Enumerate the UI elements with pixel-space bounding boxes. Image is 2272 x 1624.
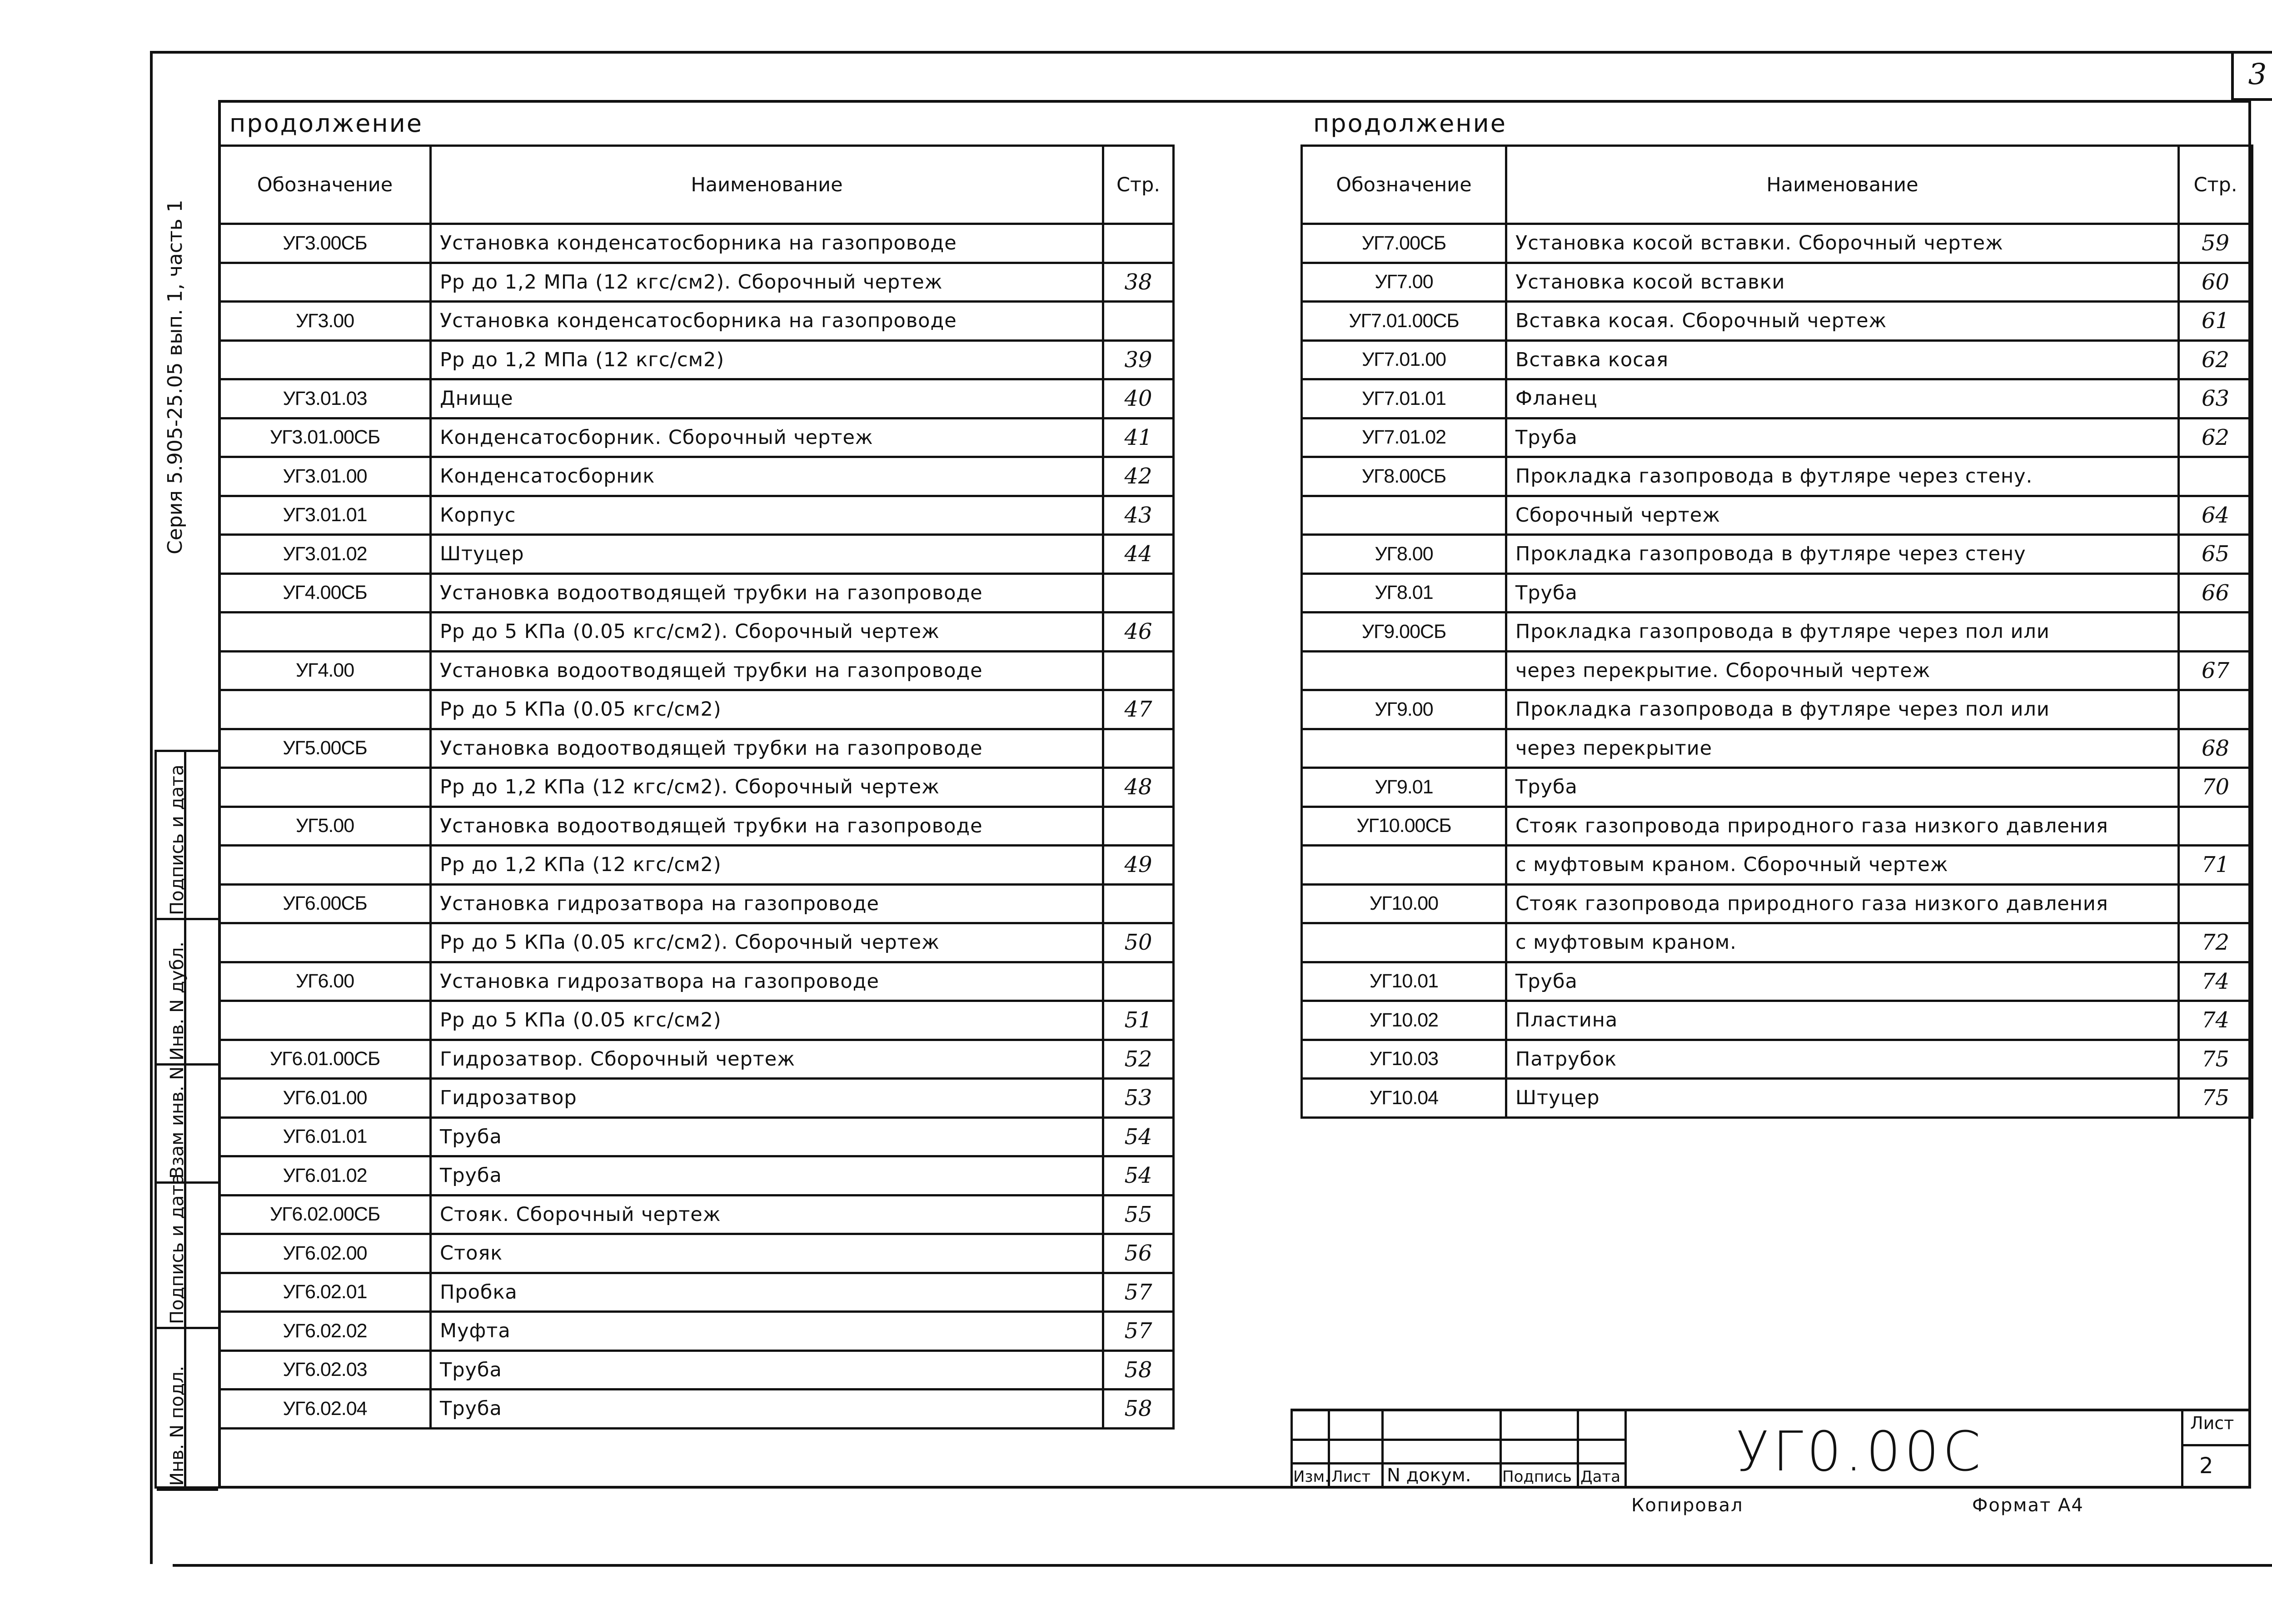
stamp-label: Взам инв. N (167, 1066, 188, 1179)
series-note: Серия 5.905-25.05 вып. 1, часть 1 (164, 199, 187, 554)
tb-line (1290, 1411, 1293, 1489)
header-code: Обозначение (1302, 146, 1506, 224)
table-row (1302, 535, 2252, 574)
cell-code (219, 340, 431, 379)
stamp-label: Подпись и дата (167, 1173, 188, 1324)
cell-code: УГ10.00СБ (1302, 807, 1506, 846)
cell-name: Прокладка газопровода в футляре через пол или (1506, 690, 2179, 729)
cell-name: Установка гидрозатвора на газопроводе (431, 962, 1103, 1001)
stamp-signature-date-2 (157, 1173, 218, 1329)
table-row (219, 340, 1174, 379)
cell-code: УГ3.00 (219, 302, 431, 341)
cell-name: Штуцер (431, 535, 1103, 574)
cell-code: УГ7.01.00СБ (1302, 302, 1506, 341)
cell-code: УГ3.01.00 (219, 457, 431, 496)
table-row (1302, 884, 2252, 923)
cell-page: 65 (2179, 535, 2252, 574)
cell-page: 46 (1103, 613, 1174, 652)
cell-page: 64 (2179, 496, 2252, 535)
cell-name: Прокладка газопровода в футляре через стену. (1506, 457, 2179, 496)
cell-code: УГ6.00 (219, 962, 431, 1001)
cell-name: Труба (1506, 962, 2179, 1001)
cell-page (1103, 302, 1174, 341)
title-block-grid (1290, 1411, 1624, 1489)
cell-code: УГ6.02.02 (219, 1312, 431, 1351)
copied-label: Копировал (1631, 1495, 1744, 1516)
cell-code: УГ8.01 (1302, 573, 1506, 613)
table-row (219, 224, 1174, 263)
table-row (219, 1350, 1174, 1390)
table-row (219, 884, 1174, 923)
cell-code: УГ6.02.00СБ (219, 1195, 431, 1234)
cell-code: УГ9.00СБ (1302, 613, 1506, 652)
cell-name: Установка конденсатосборника на газопроводе (431, 302, 1103, 341)
cell-name: Труба (1506, 768, 2179, 807)
table-row (219, 1312, 1174, 1351)
side-stamp (154, 750, 218, 1489)
cell-page: 62 (2179, 418, 2252, 457)
table-row (219, 807, 1174, 846)
table-row (1302, 496, 2252, 535)
cell-name: Стояк (431, 1234, 1103, 1273)
table-row (219, 846, 1174, 885)
cell-page: 66 (2179, 573, 2252, 613)
cell-page: 51 (1103, 1001, 1174, 1040)
sheet-number-corner: 3 (2231, 51, 2272, 101)
table-row (219, 1117, 1174, 1156)
frame-bottom-line (173, 1564, 2272, 1567)
tb-line (2181, 1444, 2251, 1446)
cell-code (1302, 729, 1506, 768)
header-name: Наименование (431, 146, 1103, 224)
table-row (1302, 1001, 2252, 1040)
cell-page: 47 (1103, 690, 1174, 729)
cell-page (1103, 884, 1174, 923)
cell-code: УГ10.02 (1302, 1001, 1506, 1040)
cell-code (219, 690, 431, 729)
cell-code (1302, 496, 1506, 535)
table-row (1302, 1040, 2252, 1079)
cell-name: с муфтовым краном. (1506, 923, 2179, 962)
cell-name: Вставка косая. Сборочный чертеж (1506, 302, 2179, 341)
cell-code (1302, 651, 1506, 690)
table-row (219, 1001, 1174, 1040)
sheet-number: 2 (2199, 1453, 2213, 1479)
table-row (219, 535, 1174, 574)
cell-code (219, 846, 431, 885)
cell-page (1103, 573, 1174, 613)
table-row (219, 651, 1174, 690)
cell-name: Стояк газопровода природного газа низкого давления (1506, 807, 2179, 846)
tb-line (2181, 1411, 2183, 1489)
table-row (1302, 457, 2252, 496)
cell-page: 58 (1103, 1350, 1174, 1390)
table-row (1302, 651, 2252, 690)
cell-page (1103, 729, 1174, 768)
cell-name: Прокладка газопровода в футляре через пол или (1506, 613, 2179, 652)
cell-name: Пробка (431, 1273, 1103, 1312)
cell-name: Установка водоотводящей трубки на газопроводе (431, 807, 1103, 846)
stamp-signature-date-1 (157, 752, 218, 920)
cell-page (2179, 690, 2252, 729)
cell-name: Труба (431, 1156, 1103, 1196)
tb-line (1500, 1411, 1502, 1489)
cell-name: Труба (431, 1350, 1103, 1390)
cell-code (219, 923, 431, 962)
cell-code (1302, 846, 1506, 885)
table-row (219, 496, 1174, 535)
stamp-inv-original (157, 1329, 218, 1491)
cell-page: 40 (1103, 379, 1174, 418)
cell-code: УГ3.01.03 (219, 379, 431, 418)
cell-page: 61 (2179, 302, 2252, 341)
cell-name: Конденсатосборник (431, 457, 1103, 496)
cell-name: Установка гидрозатвора на газопроводе (431, 884, 1103, 923)
cell-code: УГ6.02.04 (219, 1390, 431, 1429)
cell-code: УГ10.04 (1302, 1079, 1506, 1118)
stamp-inv-duplicate (157, 920, 218, 1066)
cell-code (219, 1001, 431, 1040)
cell-name: Установка водоотводящей трубки на газопроводе (431, 651, 1103, 690)
cell-name: Рр до 1,2 КПа (12 кгс/см2). Сборочный чертеж (431, 768, 1103, 807)
cell-code: УГ6.02.01 (219, 1273, 431, 1312)
cell-page: 48 (1103, 768, 1174, 807)
cell-name: Конденсатосборник. Сборочный чертеж (431, 418, 1103, 457)
table-row (219, 690, 1174, 729)
table-row (219, 1234, 1174, 1273)
table-row (219, 1195, 1174, 1234)
cell-name: Гидрозатвор. Сборочный чертеж (431, 1040, 1103, 1079)
table-row (219, 1390, 1174, 1429)
header-code: Обозначение (219, 146, 431, 224)
cell-page: 59 (2179, 224, 2252, 263)
cell-page (2179, 457, 2252, 496)
cell-code: УГ3.01.02 (219, 535, 431, 574)
document-code: УГ0.00С (1736, 1420, 1984, 1484)
table-row (1302, 263, 2252, 302)
left-continuation-title: продолжение (229, 109, 424, 138)
header-page: Стр. (2179, 146, 2252, 224)
cell-code (1302, 923, 1506, 962)
cell-page (2179, 613, 2252, 652)
stamp-label: Инв. N дубл. (167, 942, 188, 1061)
cell-name: Муфта (431, 1312, 1103, 1351)
cell-page: 75 (2179, 1079, 2252, 1118)
cell-code: УГ6.02.00 (219, 1234, 431, 1273)
table-row (1302, 807, 2252, 846)
cell-code: УГ6.01.02 (219, 1156, 431, 1196)
cell-page: 57 (1103, 1273, 1174, 1312)
cell-name: Стояк. Сборочный чертеж (431, 1195, 1103, 1234)
cell-name: Патрубок (1506, 1040, 2179, 1079)
cell-page: 75 (2179, 1040, 2252, 1079)
table-row (219, 263, 1174, 302)
cell-page: 54 (1103, 1156, 1174, 1196)
cell-name: Установка косой вставки. Сборочный чертеж (1506, 224, 2179, 263)
table-row (219, 962, 1174, 1001)
cell-name: Штуцер (1506, 1079, 2179, 1118)
table-row (219, 923, 1174, 962)
cell-name: Вставка косая (1506, 340, 2179, 379)
table-row (1302, 379, 2252, 418)
cell-name: Пластина (1506, 1001, 2179, 1040)
cell-code: УГ10.00 (1302, 884, 1506, 923)
cell-page: 60 (2179, 263, 2252, 302)
cell-page: 53 (1103, 1079, 1174, 1118)
table-row (1302, 1079, 2252, 1118)
cell-code: УГ6.01.01 (219, 1117, 431, 1156)
cell-page (2179, 884, 2252, 923)
cell-page: 42 (1103, 457, 1174, 496)
cell-page: 74 (2179, 962, 2252, 1001)
cell-name: Труба (1506, 418, 2179, 457)
table-row (219, 768, 1174, 807)
cell-code: УГ10.03 (1302, 1040, 1506, 1079)
cell-page: 63 (2179, 379, 2252, 418)
cell-page (1103, 962, 1174, 1001)
table-header-row (1302, 146, 2252, 224)
cell-code: УГ10.01 (1302, 962, 1506, 1001)
cell-page: 54 (1103, 1117, 1174, 1156)
cell-page: 71 (2179, 846, 2252, 885)
cell-code: УГ9.00 (1302, 690, 1506, 729)
cell-page (1103, 807, 1174, 846)
title-block (1290, 1409, 2251, 1489)
cell-code: УГ4.00 (219, 651, 431, 690)
table-row (219, 573, 1174, 613)
cell-name: Труба (431, 1390, 1103, 1429)
cell-code: УГ5.00СБ (219, 729, 431, 768)
tb-line (1381, 1411, 1384, 1489)
cell-code: УГ6.00СБ (219, 884, 431, 923)
cell-page: 58 (1103, 1390, 1174, 1429)
tb-line (1290, 1439, 1624, 1441)
table-row (1302, 573, 2252, 613)
cell-code: УГ7.01.02 (1302, 418, 1506, 457)
table-row (1302, 962, 2252, 1001)
cell-page: 41 (1103, 418, 1174, 457)
table-row (1302, 846, 2252, 885)
cell-name: через перекрытие (1506, 729, 2179, 768)
table-row (219, 613, 1174, 652)
cell-name: Днище (431, 379, 1103, 418)
cell-name: Труба (1506, 573, 2179, 613)
table-row (219, 1156, 1174, 1196)
tb-label-change: Изм. (1293, 1468, 1330, 1486)
table-row (1302, 613, 2252, 652)
table-header-row (219, 146, 1174, 224)
cell-page (2179, 807, 2252, 846)
cell-page: 52 (1103, 1040, 1174, 1079)
table-row (219, 379, 1174, 418)
cell-code: УГ6.02.03 (219, 1350, 431, 1390)
table-row (219, 1273, 1174, 1312)
table-row (1302, 224, 2252, 263)
tb-label-doc-no: N докум. (1387, 1465, 1471, 1486)
cell-code: УГ7.01.00 (1302, 340, 1506, 379)
cell-page: 72 (2179, 923, 2252, 962)
cell-code: УГ8.00СБ (1302, 457, 1506, 496)
table-row (1302, 302, 2252, 341)
cell-page: 57 (1103, 1312, 1174, 1351)
cell-name: Рр до 5 КПа (0.05 кгс/см2). Сборочный чертеж (431, 923, 1103, 962)
cell-page: 43 (1103, 496, 1174, 535)
cell-name: Рр до 5 КПа (0.05 кгс/см2) (431, 690, 1103, 729)
header-name: Наименование (1506, 146, 2179, 224)
table-row (219, 1040, 1174, 1079)
tb-label-sheet: Лист (1331, 1468, 1371, 1486)
cell-code (219, 613, 431, 652)
cell-page: 55 (1103, 1195, 1174, 1234)
cell-code: УГ7.00СБ (1302, 224, 1506, 263)
cell-page: 70 (2179, 768, 2252, 807)
tb-label-date: Дата (1580, 1468, 1621, 1486)
cell-page: 67 (2179, 651, 2252, 690)
cell-code (219, 768, 431, 807)
cell-name: Рр до 1,2 МПа (12 кгс/см2). Сборочный чертеж (431, 263, 1103, 302)
table-row (219, 302, 1174, 341)
cell-code: УГ7.01.01 (1302, 379, 1506, 418)
cell-name: Корпус (431, 496, 1103, 535)
cell-name: Установка водоотводящей трубки на газопроводе (431, 573, 1103, 613)
cell-name: Рр до 5 КПа (0.05 кгс/см2) (431, 1001, 1103, 1040)
cell-code: УГ7.00 (1302, 263, 1506, 302)
cell-name: Гидрозатвор (431, 1079, 1103, 1118)
stamp-label: Подпись и дата (167, 764, 188, 915)
cell-name: Сборочный чертеж (1506, 496, 2179, 535)
cell-page: 50 (1103, 923, 1174, 962)
cell-name: Труба (431, 1117, 1103, 1156)
table-row (1302, 690, 2252, 729)
cell-name: Фланец (1506, 379, 2179, 418)
cell-page: 49 (1103, 846, 1174, 885)
cell-page: 44 (1103, 535, 1174, 574)
table-row (219, 457, 1174, 496)
cell-code: УГ3.00СБ (219, 224, 431, 263)
cell-page: 74 (2179, 1001, 2252, 1040)
table-row (219, 418, 1174, 457)
tb-line (1290, 1462, 1624, 1465)
table-row (1302, 729, 2252, 768)
cell-code: УГ8.00 (1302, 535, 1506, 574)
cell-page: 68 (2179, 729, 2252, 768)
left-index-table (218, 144, 1175, 1430)
cell-name: Прокладка газопровода в футляре через стену (1506, 535, 2179, 574)
cell-code: УГ4.00СБ (219, 573, 431, 613)
table-row (1302, 768, 2252, 807)
cell-code: УГ6.01.00СБ (219, 1040, 431, 1079)
cell-name: Установка конденсатосборника на газопроводе (431, 224, 1103, 263)
cell-page (1103, 651, 1174, 690)
right-index-table (1300, 144, 2253, 1119)
cell-page: 56 (1103, 1234, 1174, 1273)
cell-name: Установка водоотводящей трубки на газопроводе (431, 729, 1103, 768)
cell-page: 62 (2179, 340, 2252, 379)
cell-code: УГ3.01.00СБ (219, 418, 431, 457)
cell-name: с муфтовым краном. Сборочный чертеж (1506, 846, 2179, 885)
tb-label-signature: Подпись (1502, 1468, 1572, 1486)
cell-code (219, 263, 431, 302)
cell-name: Рр до 1,2 КПа (12 кгс/см2) (431, 846, 1103, 885)
sheet-label: Лист (2190, 1413, 2234, 1433)
cell-code: УГ6.01.00 (219, 1079, 431, 1118)
cell-name: Рр до 5 КПа (0.05 кгс/см2). Сборочный чертеж (431, 613, 1103, 652)
table-row (219, 1079, 1174, 1118)
cell-code: УГ3.01.01 (219, 496, 431, 535)
header-page: Стр. (1103, 146, 1174, 224)
stamp-replace-inv (157, 1066, 218, 1184)
cell-name: Стояк газопровода природного газа низкого давления (1506, 884, 2179, 923)
format-label: Формат А4 (1972, 1495, 2084, 1516)
cell-code: УГ5.00 (219, 807, 431, 846)
cell-page: 38 (1103, 263, 1174, 302)
cell-code: УГ9.01 (1302, 768, 1506, 807)
tb-line (1577, 1411, 1579, 1489)
right-continuation-title: продолжение (1313, 109, 1507, 138)
table-row (1302, 340, 2252, 379)
cell-name: Установка косой вставки (1506, 263, 2179, 302)
tb-line (1624, 1411, 1627, 1489)
cell-page: 39 (1103, 340, 1174, 379)
cell-name: Рр до 1,2 МПа (12 кгс/см2) (431, 340, 1103, 379)
table-row (219, 729, 1174, 768)
cell-page (1103, 224, 1174, 263)
stamp-label: Инв. N подл. (167, 1365, 188, 1486)
table-row (1302, 923, 2252, 962)
cell-name: через перекрытие. Сборочный чертеж (1506, 651, 2179, 690)
table-row (1302, 418, 2252, 457)
